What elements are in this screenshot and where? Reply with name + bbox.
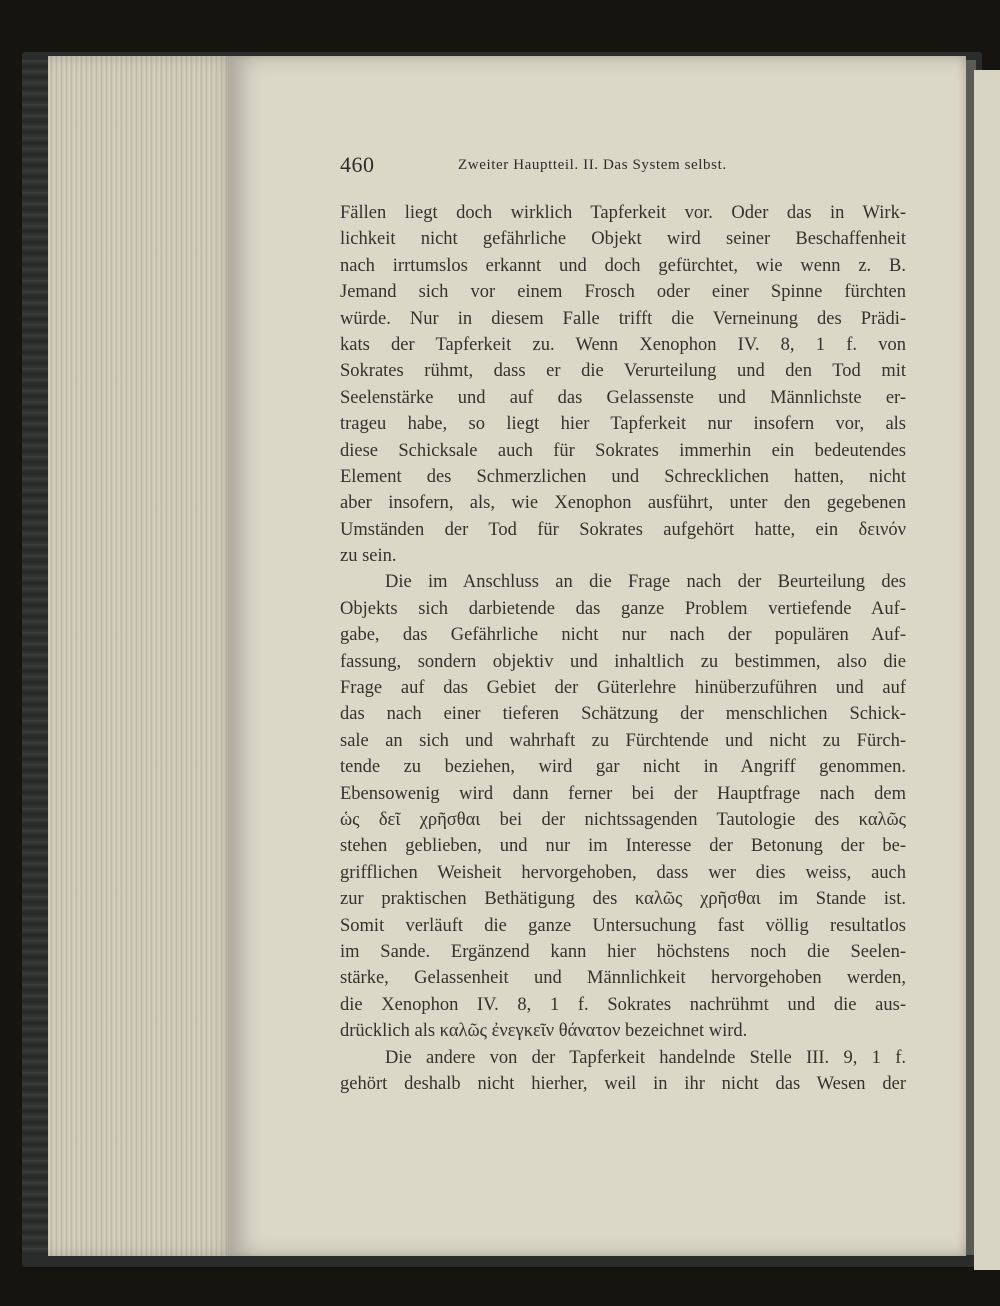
text-line: Seelenstärke und auf das Gelassenste und Männlichste er- xyxy=(340,387,906,408)
text-line: trageu habe, so liegt hier Tapferkeit nur insofern vor, als xyxy=(340,414,906,435)
text-line: das nach einer tieferen Schätzung der menschlichen Schick- xyxy=(340,704,906,725)
text-line: lichkeit nicht gefährliche Objekt wird seiner Beschaffenheit xyxy=(340,229,906,250)
text-line: im Sande. Ergänzend kann hier höchstens noch die Seelen- xyxy=(340,941,906,962)
text-line: Umständen der Tod für Sokrates aufgehört hatte, ein δεινόν xyxy=(340,519,906,540)
text-line: Jemand sich vor einem Frosch oder einer Spinne fürchten xyxy=(340,282,906,303)
text-line: Sokrates rühmt, dass er die Verurteilung und den Tod mit xyxy=(340,361,906,382)
text-line: zu sein. xyxy=(340,546,397,567)
text-line: zur praktischen Bethätigung des καλῶς χρῆσθαι im Stande ist. xyxy=(340,889,906,910)
text-line: fassung, sondern objektiv und inhaltlich zu bestimmen, also die xyxy=(340,651,906,672)
text-line: Die im Anschluss an die Frage nach der Beurteilung des xyxy=(385,572,906,593)
text-line: gehört deshalb nicht hierher, weil in ihr nicht das Wesen der xyxy=(340,1073,906,1094)
text-line: stärke, Gelassenheit und Männlichkeit hervorgehoben werden, xyxy=(340,968,906,989)
running-head: Zweiter Hauptteil. II. Das System selbst. xyxy=(458,157,727,173)
page-header xyxy=(340,152,906,182)
text-line: Ebensowenig wird dann ferner bei der Hauptfrage nach dem xyxy=(340,783,906,804)
text-line: Somit verläuft die ganze Untersuchung fast völlig resultatlos xyxy=(340,915,906,936)
text-line: ὡς δεῖ χρῆσθαι bei der nichtssagenden Tautologie des καλῶς xyxy=(340,809,906,830)
text-line: würde. Nur in diesem Falle trifft die Verneinung des Prädi- xyxy=(340,308,906,329)
text-line: gabe, das Gefährliche nicht nur nach der populären Auf- xyxy=(340,625,906,646)
text-line: nach irrtumslos erkannt und doch gefürchtet, wie wenn z. B. xyxy=(340,255,906,276)
text-line: tende zu beziehen, wird gar nicht in Angriff genommen. xyxy=(340,757,906,778)
text-line: grifflichen Weisheit hervorgehoben, dass wer dies weiss, auch xyxy=(340,862,906,883)
body-text xyxy=(340,200,906,1097)
text-line: Objekts sich darbietende das ganze Problem vertiefende Auf- xyxy=(340,598,906,619)
text-line: sale an sich und wahrhaft zu Fürchtende und nicht zu Fürch- xyxy=(340,730,906,751)
text-line: diese Schicksale auch für Sokrates immerhin ein bedeutendes xyxy=(340,440,906,461)
text-line: drücklich als καλῶς ἐνεγκεῖν θάνατον bezeichnet wird. xyxy=(340,1021,748,1042)
page-number: 460 xyxy=(340,152,375,177)
text-line: die Xenophon IV. 8, 1 f. Sokrates nachrühmt und die aus- xyxy=(340,994,906,1015)
text-line: aber insofern, als, wie Xenophon ausführt, unter den gegebenen xyxy=(340,493,906,514)
text-line: Frage auf das Gebiet der Güterlehre hinüberzuführen und auf xyxy=(340,678,906,699)
page-stack-edge xyxy=(48,56,238,1256)
cover-spine-edge xyxy=(22,60,50,1255)
text-line: Fällen liegt doch wirklich Tapferkeit vor. Oder das in Wirk- xyxy=(340,203,906,223)
text-line: Die andere von der Tapferkeit handelnde Stelle III. 9, 1 f. xyxy=(385,1047,906,1068)
text-line: kats der Tapferkeit zu. Wenn Xenophon IV. 8, 1 f. von xyxy=(340,334,906,355)
facing-page-edge xyxy=(974,70,1000,1270)
text-line: Element des Schmerzlichen und Schrecklichen hatten, nicht xyxy=(340,466,906,487)
text-line: stehen geblieben, und nur im Interesse der Betonung der be- xyxy=(340,836,906,857)
